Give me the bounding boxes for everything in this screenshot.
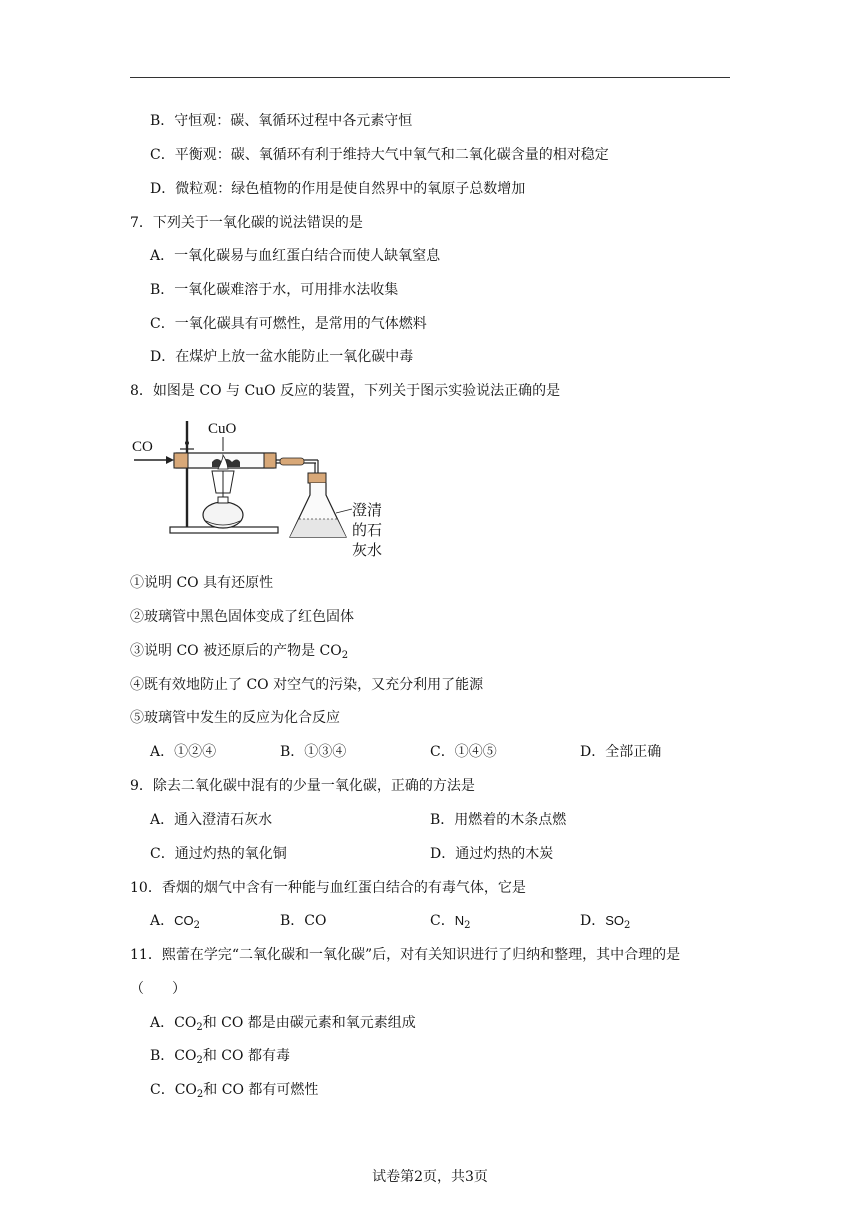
limewater-label-line-2: 的石 [352, 521, 383, 539]
q9-option-a: A．通入澄清石灰水 [150, 812, 273, 828]
q8-statement-2: ②玻璃管中黑色固体变成了红色固体 [130, 609, 354, 625]
q8-statement-1: ①说明 CO 具有还原性 [130, 575, 274, 591]
header-rule [130, 77, 730, 78]
q10-option-a: A．$CO_2$ [150, 913, 200, 931]
flask-stopper [308, 473, 326, 483]
q8-statement-5: ⑤玻璃管中发生的反应为化合反应 [130, 710, 340, 726]
q11-stem: 11．熙蕾在学完“二氧化碳和一氧化碳”后，对有关知识进行了归纳和整理，其中合理的是 [130, 947, 681, 963]
rubber-connector [280, 458, 304, 465]
limewater-label-line-1: 澄清 [352, 501, 383, 519]
q9-option-d: D．通过灼热的木炭 [430, 846, 554, 862]
q8-statement-4: ④既有效地防止了 CO 对空气的污染，又充分利用了能源 [130, 677, 484, 693]
left-stopper [174, 453, 188, 468]
q7-option-d: D．在煤炉上放一盆水能防止一氧化碳中毒 [150, 349, 414, 365]
q7-option-b: B．一氧化碳难溶于水，可用排水法收集 [150, 282, 399, 298]
co-reduction-apparatus-diagram [130, 413, 400, 563]
q10-stem: 10．香烟的烟气中含有一种能与血红蛋白结合的有毒气体，它是 [130, 880, 526, 896]
q7-stem: 7．下列关于一氧化碳的说法错误的是 [130, 215, 363, 231]
q9-option-b: B．用燃着的木条点燃 [430, 812, 567, 828]
diagram-gas-label: CO [132, 439, 153, 455]
page-footer: 试卷第2页，共3页 [372, 1169, 488, 1185]
limewater [290, 519, 346, 537]
q11-option-b: B．$CO_2$和 CO 都有毒 [150, 1048, 290, 1066]
q6-option-c: C．平衡观：碳、氧循环有利于维持大气中氧气和二氧化碳含量的相对稳定 [150, 147, 609, 163]
q8-option-d: D．全部正确 [580, 744, 662, 760]
q11-option-c: C．$CO_2$和 CO 都有可燃性 [150, 1082, 319, 1100]
q7-option-a: A．一氧化碳易与血红蛋白结合而使人缺氧窒息 [150, 248, 441, 264]
q6-option-d: D．微粒观：绿色植物的作用是使自然界中的氧原子总数增加 [150, 181, 526, 197]
diagram-reagent-label: CuO [208, 421, 237, 437]
right-stopper [264, 453, 276, 468]
q8-option-c: C．①④⑤ [430, 744, 497, 760]
q11-option-a: A．$CO_2$和 CO 都是由碳元素和氧元素组成 [150, 1015, 416, 1033]
q10-option-d: D．$SO_2$ [580, 913, 631, 931]
q9-option-c: C．通过灼热的氧化铜 [150, 846, 287, 862]
q8-option-b: B．①③④ [280, 744, 347, 760]
q10-option-b: B．CO [280, 913, 327, 929]
gas-flow-arrowhead [166, 456, 174, 464]
q7-option-c: C．一氧化碳具有可燃性，是常用的气体燃料 [150, 316, 427, 332]
q9-stem: 9．除去二氧化碳中混有的少量一氧化碳，正确的方法是 [130, 778, 475, 794]
q11-answer-paren: （ ） [130, 981, 186, 997]
limewater-label-line-3: 灰水 [352, 541, 383, 559]
q10-option-c: C．$N_2$ [430, 913, 471, 931]
alcohol-lamp [203, 502, 243, 528]
q6-option-b: B．守恒观：碳、氧循环过程中各元素守恒 [150, 113, 413, 129]
q8-statement-3: ③说明 CO 被还原后的产物是 $CO_2$ [130, 643, 349, 661]
q8-option-a: A．①②④ [150, 744, 217, 760]
q8-stem: 8．如图是 CO 与 CuO 反应的装置，下列关于图示实验说法正确的是 [130, 383, 561, 399]
